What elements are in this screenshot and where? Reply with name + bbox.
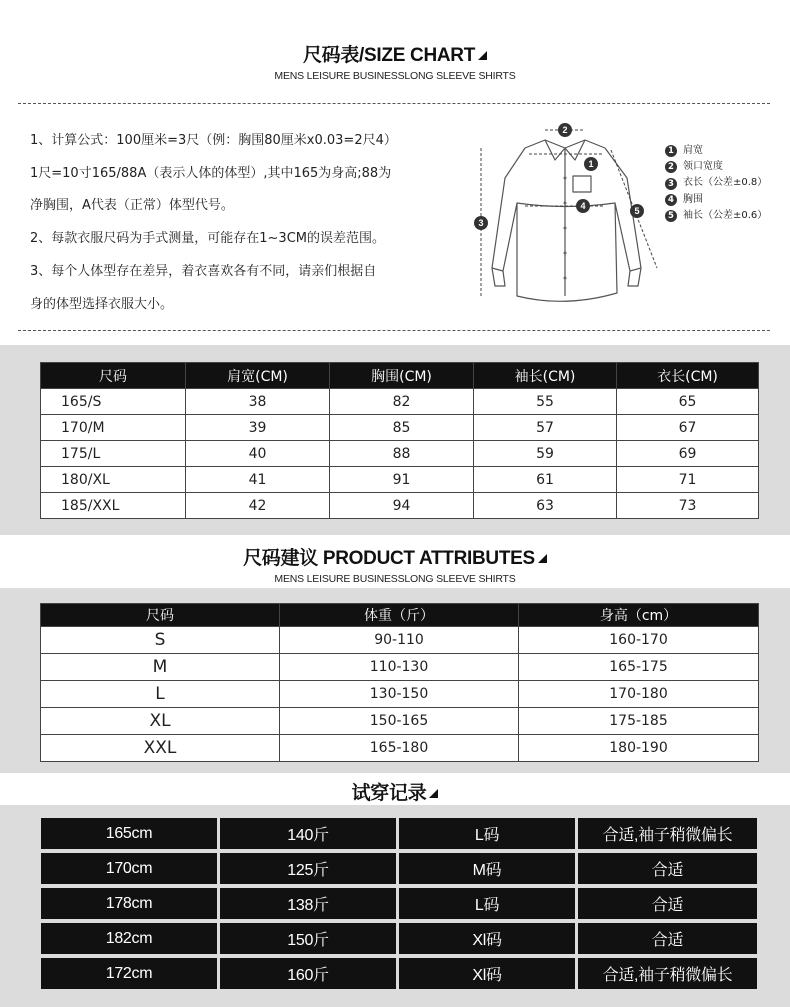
table-cell: 185/XXL: [41, 493, 186, 519]
trial-cell: Xl码: [399, 958, 575, 989]
formula-line: 1尺=10寸165/88A（表示人体的体型）,其中165为身高;88为: [30, 165, 392, 181]
table-cell: 55: [474, 389, 617, 415]
shirt-measurement-icon: [465, 118, 670, 318]
legend-item: [665, 159, 767, 175]
trial-header: [0, 778, 790, 805]
table-cell: 165-180: [280, 735, 519, 762]
table-row: [41, 493, 759, 519]
table-cell: 165/S: [41, 389, 186, 415]
table-cell: 180/XL: [41, 467, 186, 493]
formula-text: [30, 125, 460, 321]
trial-cell: 140斤: [220, 818, 396, 849]
table-cell: L: [41, 681, 280, 708]
trial-row: [41, 958, 757, 989]
formula-line: 2、每款衣服尺码为手式测量，可能存在1~3CM的误差范围。: [30, 231, 385, 247]
table-cell: 170/M: [41, 415, 186, 441]
table-cell: 69: [617, 441, 759, 467]
column-header: 尺码: [41, 604, 280, 627]
size-table: [40, 362, 759, 519]
table-cell: 170-180: [519, 681, 759, 708]
table-header-row: [41, 604, 759, 627]
legend-item: [665, 208, 767, 224]
attributes-header: [0, 543, 790, 585]
recommend-table: [40, 603, 759, 762]
column-header: 体重（斤）: [280, 604, 519, 627]
trial-cell: 合适: [578, 888, 757, 919]
marker-3: 3: [478, 218, 484, 228]
table-cell: 73: [617, 493, 759, 519]
trial-cell: 150斤: [220, 923, 396, 954]
trial-cell: L码: [399, 818, 575, 849]
formula-line: 1、计算公式：100厘米=3尺（例：胸围80厘米x0.03=2尺4）: [30, 133, 397, 148]
table-cell: 175-185: [519, 708, 759, 735]
table-cell: 160-170: [519, 627, 759, 654]
table-header-row: [41, 363, 759, 389]
table-cell: S: [41, 627, 280, 654]
legend-label: 胸围: [683, 193, 703, 205]
trial-cell: 178cm: [41, 888, 217, 919]
table-row: [41, 654, 759, 681]
trial-cell: M码: [399, 853, 575, 884]
legend-number: 2: [665, 161, 677, 173]
section-title: 尺码建议 PRODUCT ATTRIBUTES: [243, 548, 535, 569]
legend-item: [665, 192, 767, 208]
column-header: 衣长(CM): [617, 363, 759, 389]
trial-cell: 138斤: [220, 888, 396, 919]
trial-cell: 合适,袖子稍微偏长: [578, 958, 757, 989]
table-cell: 41: [186, 467, 330, 493]
column-header: 肩宽(CM): [186, 363, 330, 389]
table-cell: 90-110: [280, 627, 519, 654]
table-cell: 38: [186, 389, 330, 415]
trial-cell: 合适: [578, 853, 757, 884]
table-row: [41, 627, 759, 654]
table-row: [41, 467, 759, 493]
page-subtitle: MENS LEISURE BUSINESSLONG SLEEVE SHIRTS: [274, 70, 516, 82]
table-cell: 91: [330, 467, 474, 493]
marker-5: 5: [634, 206, 640, 216]
table-cell: 40: [186, 441, 330, 467]
trial-cell: L码: [399, 888, 575, 919]
trial-cell: 125斤: [220, 853, 396, 884]
table-cell: 39: [186, 415, 330, 441]
legend-label: 衣长（公差±0.8）: [683, 177, 768, 189]
table-cell: 94: [330, 493, 474, 519]
trial-row: [41, 853, 757, 884]
table-cell: 67: [617, 415, 759, 441]
table-cell: 61: [474, 467, 617, 493]
legend-label: 袖长（公差±0.6）: [683, 209, 768, 221]
table-cell: 57: [474, 415, 617, 441]
trial-row: [41, 888, 757, 919]
table-cell: 130-150: [280, 681, 519, 708]
table-cell: 175/L: [41, 441, 186, 467]
trial-cell: 160斤: [220, 958, 396, 989]
table-cell: XXL: [41, 735, 280, 762]
triangle-icon: [538, 554, 547, 563]
diagram-legend: [665, 143, 767, 224]
section-title: 试穿记录: [351, 783, 427, 804]
divider: [18, 103, 770, 104]
table-cell: 63: [474, 493, 617, 519]
table-cell: 165-175: [519, 654, 759, 681]
table-cell: 42: [186, 493, 330, 519]
triangle-icon: [478, 51, 487, 60]
column-header: 身高（cm）: [519, 604, 759, 627]
table-cell: M: [41, 654, 280, 681]
legend-number: 3: [665, 178, 677, 190]
triangle-icon: [429, 789, 438, 798]
table-cell: 150-165: [280, 708, 519, 735]
trial-row: [41, 818, 757, 849]
size-chart-header: [0, 40, 790, 82]
trial-cell: Xl码: [399, 923, 575, 954]
column-header: 胸围(CM): [330, 363, 474, 389]
trial-cell: 172cm: [41, 958, 217, 989]
legend-label: 肩宽: [683, 145, 703, 156]
trial-cell: 182cm: [41, 923, 217, 954]
legend-number: 4: [665, 194, 677, 206]
table-cell: 180-190: [519, 735, 759, 762]
trial-cell: 合适: [578, 923, 757, 954]
table-cell: 65: [617, 389, 759, 415]
table-cell: 59: [474, 441, 617, 467]
marker-2: 2: [562, 125, 568, 135]
table-row: [41, 708, 759, 735]
table-row: [41, 441, 759, 467]
table-row: [41, 389, 759, 415]
table-cell: 110-130: [280, 654, 519, 681]
table-cell: 71: [617, 467, 759, 493]
legend-item: [665, 175, 767, 191]
table-cell: 85: [330, 415, 474, 441]
table-row: [41, 735, 759, 762]
legend-number: 1: [665, 145, 677, 157]
column-header: 尺码: [41, 363, 186, 389]
section-subtitle: MENS LEISURE BUSINESSLONG SLEEVE SHIRTS: [274, 573, 516, 585]
table-row: [41, 415, 759, 441]
table-cell: 88: [330, 441, 474, 467]
formula-line: 净胸围，A代表（正常）体型代号。: [30, 198, 234, 214]
table-cell: 82: [330, 389, 474, 415]
marker-4: 4: [580, 201, 586, 211]
formula-line: 3、每个人体型存在差异，着衣喜欢各有不同，请亲们根据自: [30, 263, 377, 279]
column-header: 袖长(CM): [474, 363, 617, 389]
table-row: [41, 681, 759, 708]
trial-cell: 170cm: [41, 853, 217, 884]
formula-line: 身的体型选择衣服大小。: [30, 296, 174, 312]
table-cell: XL: [41, 708, 280, 735]
trial-cell: 165cm: [41, 818, 217, 849]
legend-number: 5: [665, 210, 677, 222]
trial-row: [41, 923, 757, 954]
legend-label: 领口宽度: [683, 161, 723, 173]
trial-cell: 合适,袖子稍微偏长: [578, 818, 757, 849]
legend-item: [665, 143, 767, 159]
marker-1: 1: [588, 159, 594, 169]
page-title: 尺码表/SIZE CHART: [302, 45, 476, 66]
divider: [18, 330, 770, 331]
